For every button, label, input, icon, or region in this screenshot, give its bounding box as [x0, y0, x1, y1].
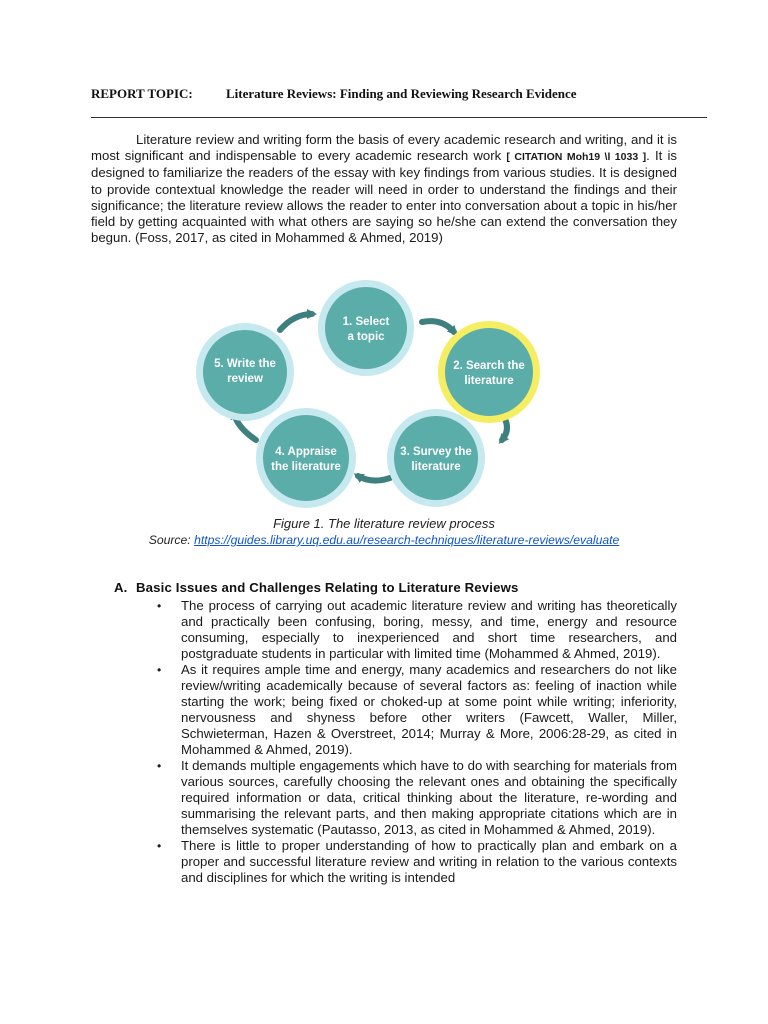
list-item-text: There is little to proper understanding of how to practically plan and embark on a proper and successful literature review and writing in relation to the various contexts and disciplines for which the writing is intended [181, 838, 677, 885]
section-a-heading [114, 580, 674, 595]
citation-field: [ CITATION Moh19 \l 1033 ] [506, 151, 647, 164]
list-item [157, 598, 677, 662]
arrow-5-to-1 [280, 314, 312, 330]
figure-caption: Figure 1. The literature review process [273, 516, 495, 531]
step-3-label-line2: literature [411, 461, 461, 473]
step-4-label-line1: 4. Appraise [275, 446, 337, 458]
list-item-text: The process of carrying out academic literature review and writing has theoretically and practically been confusing, boring, messy, and time, energy and resource consuming, especially to inexperienced and short time researchers, and postgraduate students in particular with limited time (Mohammed & Ahmed, 2019). [181, 598, 677, 661]
list-item-text: As it requires ample time and energy, many academics and researchers do not like review/writing academically because of several factors as: feeling of inaction while starting the work; being fixed or choked-up at some point while writing; inferiority, nervousness and shyness before other writers (Fawcett, Waller, Miller, Schwieterman, Hazen & Overstreet, 2014; Murray & More, 2006:28-29, as cited in Mohammed & Ahmed, 2019). [181, 662, 677, 757]
arrow-1-to-2 [422, 321, 454, 332]
step-5-label-line2: review [227, 373, 263, 385]
report-topic-header [91, 86, 711, 102]
step-5-label-line1: 5. Write the [214, 358, 276, 370]
arrow-3-to-4 [358, 476, 390, 481]
list-item [157, 758, 677, 838]
bullet-marker: • [157, 599, 162, 613]
list-item [157, 662, 677, 758]
source-label: Source: [148, 533, 195, 547]
bullet-marker: • [157, 759, 162, 773]
step-1-label-line1: 1. Select [342, 316, 390, 328]
step-2-label-line1: 2. Search the [453, 360, 525, 372]
step-3-label-line1: 3. Survey the [400, 446, 472, 458]
header-divider [91, 117, 707, 118]
step-3-node [387, 409, 485, 507]
bullet-marker: • [157, 663, 162, 677]
step-1-label-line2: a topic [347, 331, 385, 343]
list-item [157, 838, 677, 886]
list-item-text: It demands multiple engagements which have to do with searching for materials from various sources, carefully choosing the relevant ones and obtaining the specifically required information or data, critical thinking about the literature, re-wording and summarising the relevant parts, and then making appropriate citations which are in themselves systematic (Pautasso, 2013, as cited in Mohammed & Ahmed, 2019). [181, 758, 677, 837]
step-2-label-line2: literature [464, 375, 514, 387]
step-5-node [196, 323, 294, 421]
intro-text-part-2: . It is designed to familiarize the readers of the essay with key findings from various studies. It is designed to provide contextual knowledge the reader will need in order to understand the findings and their significance; the literature review allows the reader to enter into conversation about a topic in his/her field by getting acquainted with what others are saying so he/she can extend the conversation they begun. (Foss, 2017, as cited in Mohammed & Ahmed, 2019) [91, 148, 678, 246]
section-a-marker: A. [114, 580, 128, 595]
figure-source [0, 533, 768, 547]
section-a-bullet-list [157, 598, 677, 886]
step-1-node [318, 280, 414, 376]
intro-text-part-1: Literature review and writing form the basis of every academic research and writing, and it is most significant and indispensable to every academic research work [91, 132, 677, 164]
literature-review-process-diagram [190, 278, 570, 510]
step-4-node [256, 408, 356, 508]
intro-paragraph [91, 132, 677, 246]
source-link[interactable]: https://guides.library.uq.edu.au/research-techniques/literature-reviews/evaluate [194, 533, 620, 547]
report-topic-label: REPORT TOPIC: [91, 86, 193, 101]
step-2-node [438, 321, 540, 423]
section-a-title: Basic Issues and Challenges Relating to Literature Reviews [136, 580, 519, 595]
step-4-label-line2: the literature [271, 461, 341, 473]
report-topic-title: Literature Reviews: Finding and Reviewing Research Evidence [226, 86, 577, 101]
bullet-marker: • [157, 839, 162, 853]
